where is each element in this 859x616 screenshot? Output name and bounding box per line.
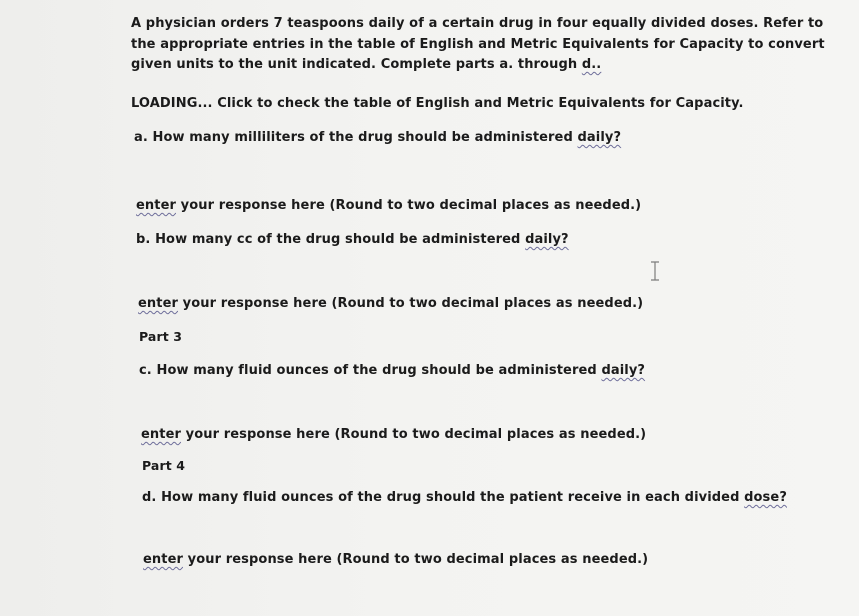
question-c-text: c. How many fluid ounces of the drug should be administered — [139, 363, 602, 378]
response-d-hint: your response here (Round to two decimal places as needed.) — [183, 552, 649, 567]
response-d-field[interactable] — [143, 550, 648, 570]
question-b-text: b. How many cc of the drug should be administered — [136, 232, 526, 247]
intro-line-3-text: given units to the unit indicated. Complete parts a. through — [131, 57, 582, 72]
question-b — [136, 230, 569, 250]
response-c-hint: your response here (Round to two decimal places as needed.) — [181, 427, 647, 442]
response-b-enter[interactable]: enter — [138, 296, 179, 311]
part-3-label: Part 3 — [139, 329, 183, 344]
question-d-word: dose? — [744, 490, 787, 505]
intro-line-3 — [131, 55, 831, 76]
loading-text: Click to check the table of English and Metric Equivalents for Capacity. — [212, 96, 744, 111]
response-b-hint: your response here (Round to two decimal places as needed.) — [178, 296, 644, 311]
intro-line-2: the appropriate entries in the table of English and Metric Equivalents for Capacity to convert — [131, 36, 825, 52]
loading-table-link[interactable] — [131, 94, 744, 114]
question-b-word: daily? — [525, 232, 569, 247]
response-d-enter[interactable]: enter — [143, 552, 184, 567]
response-a-enter[interactable]: enter — [136, 198, 177, 213]
part-4-label: Part 4 — [142, 458, 186, 473]
question-d — [142, 488, 787, 508]
loading-label: LOADING... — [131, 96, 213, 111]
response-c-enter[interactable]: enter — [141, 427, 182, 442]
response-a-field[interactable] — [136, 196, 641, 216]
question-a-text: a. How many milliliters of the drug should be administered — [134, 130, 578, 145]
intro-line-1: A physician orders 7 teaspoons daily of a certain drug in four equally divided doses. Refer to — [131, 16, 824, 31]
response-a-hint: your response here (Round to two decimal places as needed.) — [176, 198, 642, 213]
response-c-field[interactable] — [141, 425, 646, 445]
response-b-field[interactable] — [138, 294, 643, 314]
question-c — [139, 361, 645, 381]
question-d-text: d. How many fluid ounces of the drug should the patient receive in each divided — [142, 490, 745, 505]
question-a-word: daily? — [577, 130, 622, 145]
problem-statement — [131, 14, 831, 76]
question-c-word: daily? — [601, 363, 646, 378]
question-a — [134, 128, 621, 148]
parts-link[interactable]: d.. — [581, 57, 602, 72]
text-cursor-icon — [650, 261, 660, 281]
